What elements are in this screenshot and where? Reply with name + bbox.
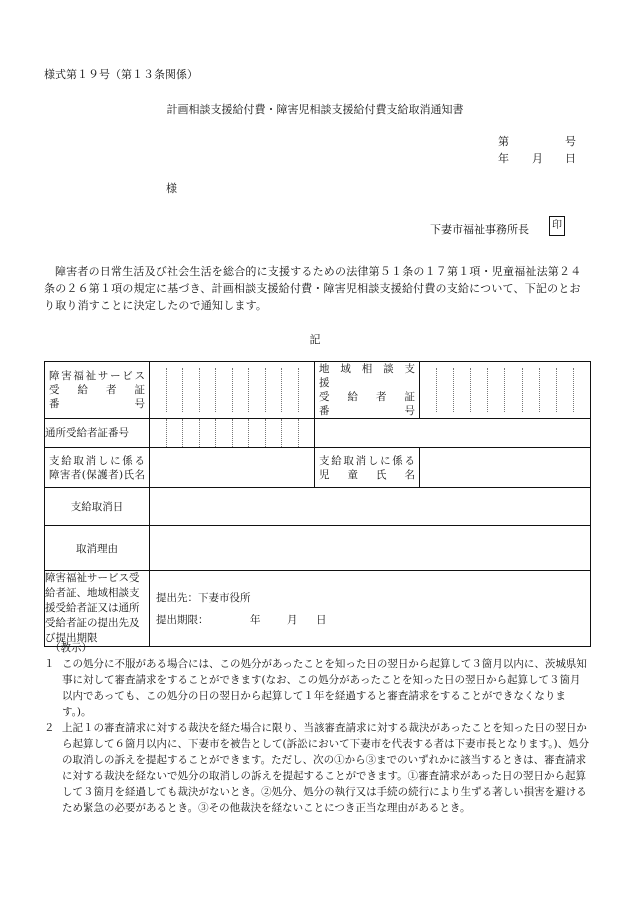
issuer-name: 下妻市福祉事務所長 [430,223,529,236]
note-text: 上記１の審査請求に対する裁決を経た場合に限り、当該審査請求に対する裁決があったことを知った日の翌日から起算して６箇月以内に、下妻市を被告として(訴訟において下妻市を代表する者は下妻市長となります。)、処分の取消しの訴えを提起することができます。ただし、次の①から③までのいずれかに該当するときは、審査請求に対する裁決を経ないで処分の取消しの訴えを提起することができます。①審査請求があった日の翌日から起算して３箇月を経過しても裁決がないとき。②処分、処分の執行又は手続の続行により生ずる著しい損害を避けるため緊急の必要があるとき。③その他裁決を経ないことにつき正当な理由があるとき。 [62,722,590,814]
form-number: 様式第１９号（第１３条関係） [44,68,198,81]
label-line: 児 童 氏 名 [319,468,415,481]
cancel-date-label: 支給取消日 [45,488,150,526]
label-line: 番 号 [319,405,415,417]
child-name-label [315,448,420,488]
table-row [45,362,591,419]
outpatient-cert-number-field[interactable] [150,419,315,448]
cancel-reason-field[interactable] [150,526,591,571]
list-item [44,656,590,720]
outpatient-cert-blank [315,419,591,448]
table-row [45,526,591,571]
ki-heading: 記 [309,333,321,346]
cancel-date-field[interactable] [150,488,591,526]
label-line: 支給取消しに係る [319,454,415,467]
deadline-month: 月 [287,613,298,626]
submission-destination: 提出先：下妻市役所 [156,591,251,604]
note-text: この処分に不服がある場合には、この処分があったことを知った日の翌日から起算して３箇月以内に、茨城県知事に対して審査請求をすることができます(なお、この処分があったことを知った日の翌日から起算して３箇月以内であっても、この処分の日の翌日から起算して１年を経過すると審査請求をすることができなくなります。)。 [62,658,587,718]
community-cert-number-field[interactable] [420,362,591,419]
submission-label: 障害福祉サービス受給者証、地域相談支援受給者証又は通所受給者証の提出先及び提出期限 [45,571,150,647]
addressee-suffix: 様 [166,182,177,195]
label-line: 番 号 [49,398,145,410]
label-line: 受 給 者 証 [49,384,145,396]
date-day: 日 [565,152,576,165]
date-year: 年 [498,152,509,165]
deadline-year: 年 [250,613,261,626]
number-suffix: 号 [565,135,576,148]
date-month: 月 [532,152,543,165]
label-line: 障害者(保護者)氏名 [49,468,145,481]
note-number: １ [44,658,55,670]
outpatient-cert-label: 通所受給者証番号 [45,419,150,448]
welfare-cert-number-field[interactable] [150,362,315,419]
submission-deadline [156,609,590,631]
label-line: 地 域 相 談 支 援 [319,363,426,389]
label-line: 受 給 者 証 [319,391,415,403]
disabled-person-name-label [45,448,150,488]
document-title: 計画相談支援給付費・障害児相談支援給付費支給取消通知書 [166,103,464,116]
note-number: ２ [44,722,55,734]
table-row [45,419,591,448]
form-table [44,361,591,647]
body-paragraph: 障害者の日常生活及び社会生活を総合的に支援するための法律第５１条の１７第１項・児童福祉法第２４条の２６第１項の規定に基づき、計画相談支援給付費・障害児相談支援給付費の支給について、下記のとおり取り消すことに決定したので通知します。 [44,265,582,312]
child-name-field[interactable] [420,448,591,488]
table-row [45,488,591,526]
deadline-day: 日 [316,613,327,626]
welfare-cert-label [45,362,150,419]
list-item [44,720,590,816]
appeal-notice [44,640,590,816]
deadline-label: 提出期限： [156,613,209,626]
community-cert-label [315,362,426,419]
submission-info [150,571,591,647]
document-number [498,133,576,149]
table-row [45,571,591,647]
label-line: 障害福祉サービス [49,370,145,382]
notice-heading: （教示） [50,642,92,654]
seal-mark: 印 [549,216,565,236]
table-row [45,448,591,488]
cancel-reason-label: 取消理由 [45,526,150,571]
label-line: 支給取消しに係る [49,454,145,467]
number-prefix: 第 [498,135,509,148]
disabled-person-name-field[interactable] [150,448,315,488]
